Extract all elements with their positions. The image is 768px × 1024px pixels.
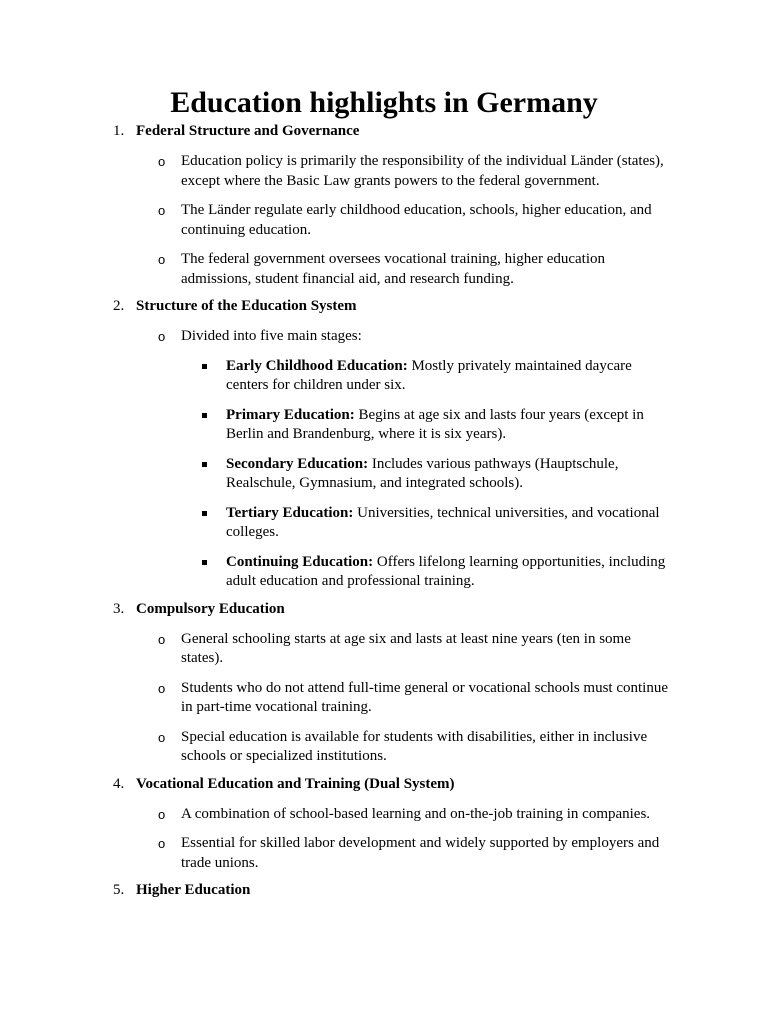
bullet-list <box>0 152 768 289</box>
square-bullet-icon <box>202 560 207 565</box>
section-heading <box>0 297 768 316</box>
circle-bullet-icon: o <box>158 154 166 169</box>
circle-bullet-icon: o <box>158 252 166 267</box>
section-number: 2. <box>113 298 125 314</box>
list-item <box>0 327 768 592</box>
stage-term: Secondary Education: <box>226 455 369 472</box>
stage-description: Includes various pathways (Hauptschule, Realschule, Gymnasium, and integrated schools). <box>226 455 619 491</box>
square-bullet-icon <box>202 413 207 418</box>
bullet-list <box>0 805 768 874</box>
stage-description: Mostly privately maintained daycare centers for children under six. <box>226 357 632 393</box>
sub-list-item-text <box>226 357 674 396</box>
section-title: Federal Structure and Governance <box>136 123 360 139</box>
section-item <box>0 775 768 874</box>
list-item <box>0 834 768 873</box>
section-title: Compulsory Education <box>136 600 285 617</box>
bullet-list <box>0 327 768 592</box>
sub-list-item-text <box>226 455 674 494</box>
section-number: 4. <box>113 775 125 792</box>
sub-list-item <box>0 455 768 494</box>
square-bullet-icon <box>202 364 207 369</box>
section-number: 1. <box>113 123 125 139</box>
circle-bullet-icon: o <box>158 203 166 218</box>
circle-bullet-icon: o <box>158 680 166 696</box>
section-item <box>0 122 768 289</box>
circle-bullet-icon: o <box>158 806 166 822</box>
section-item <box>0 600 768 767</box>
square-bullet-icon <box>202 511 207 516</box>
list-item-text: Divided into five main stages: <box>181 328 362 344</box>
circle-bullet-icon: o <box>158 836 166 851</box>
sub-list-item <box>0 406 768 445</box>
section-list <box>0 122 768 908</box>
bullet-list <box>0 630 768 767</box>
section-heading <box>0 122 768 141</box>
square-bullet-icon <box>202 462 207 467</box>
list-item <box>0 201 768 240</box>
sub-list-item <box>0 357 768 396</box>
list-item <box>0 250 768 289</box>
document-title: Education highlights in Germany <box>170 86 598 119</box>
stage-term: Tertiary Education: <box>226 504 354 521</box>
list-item <box>0 152 768 191</box>
list-item <box>0 630 768 669</box>
section-item <box>0 881 768 900</box>
circle-bullet-icon: o <box>158 729 166 745</box>
stage-description: Offers lifelong learning opportunities, including adult education and professional training. <box>226 553 666 589</box>
list-item-text: Essential for skilled labor development and widely supported by employers and trade unions. <box>181 835 660 871</box>
section-number: 5. <box>113 882 125 898</box>
list-item-text: The Länder regulate early childhood education, schools, higher education, and continuing education. <box>181 202 652 238</box>
stage-description: Begins at age six and lasts four years (except in Berlin and Brandenburg, where it is six years). <box>226 406 644 442</box>
section-heading <box>0 775 768 794</box>
section-title: Structure of the Education System <box>136 298 357 314</box>
sub-list-item <box>0 553 768 592</box>
section-title: Vocational Education and Training (Dual System) <box>136 775 455 792</box>
stage-term: Early Childhood Education: <box>226 357 408 374</box>
list-item <box>0 805 768 825</box>
stage-term: Continuing Education: <box>226 553 374 570</box>
section-title: Higher Education <box>136 882 251 898</box>
section-item <box>0 297 768 592</box>
circle-bullet-icon: o <box>158 329 166 344</box>
section-number: 3. <box>113 600 125 617</box>
stage-term: Primary Education: <box>226 406 355 423</box>
sub-list-item-text <box>226 504 674 543</box>
sub-list-item <box>0 504 768 543</box>
list-item-text: Education policy is primarily the responsibility of the individual Länder (states), except where the Basic Law grants powers to the federal government. <box>181 153 664 189</box>
stage-description: Universities, technical universities, and vocational colleges. <box>226 504 660 540</box>
sub-list-item-text <box>226 553 674 592</box>
sub-list-item-text <box>226 406 674 445</box>
circle-bullet-icon: o <box>158 631 166 647</box>
list-item <box>0 728 768 767</box>
list-item-text: The federal government oversees vocational training, higher education admissions, student financial aid, and research funding. <box>181 251 605 287</box>
list-item <box>0 679 768 718</box>
sub-bullet-list <box>0 357 768 592</box>
list-item-text: A combination of school-based learning and on-the-job training in companies. <box>181 805 651 822</box>
list-item-text: Special education is available for students with disabilities, either in inclusive schools or specialized institutions. <box>181 728 648 764</box>
section-heading <box>0 881 768 900</box>
list-item-text: General schooling starts at age six and lasts at least nine years (ten in some states). <box>181 630 631 666</box>
section-heading <box>0 600 768 619</box>
list-item-text: Students who do not attend full-time general or vocational schools must continue in part-time vocational training. <box>181 679 668 715</box>
